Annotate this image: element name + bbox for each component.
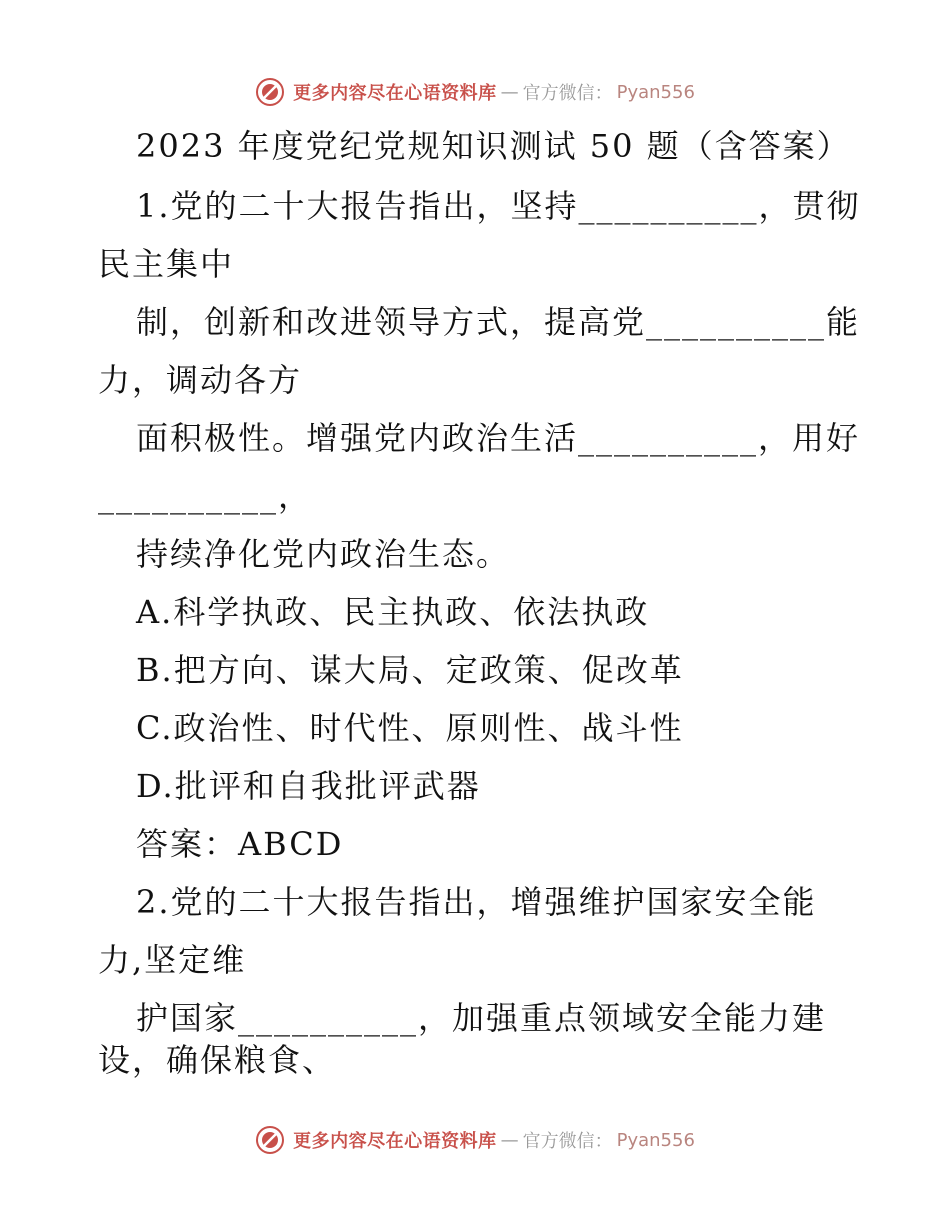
watermark-gray-text: 官方微信： [522,1131,613,1152]
question-1-line-2: 民主集中 [98,245,235,283]
option-a: A.科学执政、民主执政、依法执政 [136,593,650,631]
answer-1: 答案：ABCD [136,825,344,863]
option-d: D.批评和自我批评武器 [136,767,481,805]
document-title: 2023 年度党纪党规知识测试 50 题（含答案） [136,127,851,165]
option-c: C.政治性、时代性、原则性、战斗性 [136,709,684,747]
watermark-dash: — [500,1129,519,1151]
watermark-wechat-id: Pyan556 [616,1129,695,1151]
footer-watermark [0,1120,950,1160]
question-1-line-7: 持续净化党内政治生态。 [136,535,511,573]
watermark-wechat-id: Pyan556 [616,81,695,103]
question-1-line-1: 1.党的二十大报告指出，坚持__________，贯彻 [136,187,861,225]
question-1-line-3: 制，创新和改进领导方式，提高党__________能 [136,303,861,341]
question-2-line-2: 力,坚定维 [98,941,247,979]
question-1-line-6: __________， [98,477,313,515]
logo-icon [255,77,285,107]
question-1-line-5: 面积极性。增强党内政治生活__________，用好 [136,419,861,457]
header-watermark [0,72,950,112]
watermark-red-text: 更多内容尽在心语资料库 [293,1131,497,1152]
watermark-gray-text: 官方微信： [522,83,613,104]
question-2-line-4: 设，确保粮食、 [98,1041,337,1079]
question-2-line-3: 护国家__________，加强重点领域安全能力建 [136,999,827,1037]
logo-icon [255,1125,285,1155]
question-2-line-1: 2.党的二十大报告指出，增强维护国家安全能 [136,883,817,921]
question-1-line-4: 力，调动各方 [98,361,303,399]
watermark-dash: — [500,81,519,103]
option-b: B.把方向、谋大局、定政策、促改革 [136,651,684,689]
watermark-red-text: 更多内容尽在心语资料库 [293,83,497,104]
